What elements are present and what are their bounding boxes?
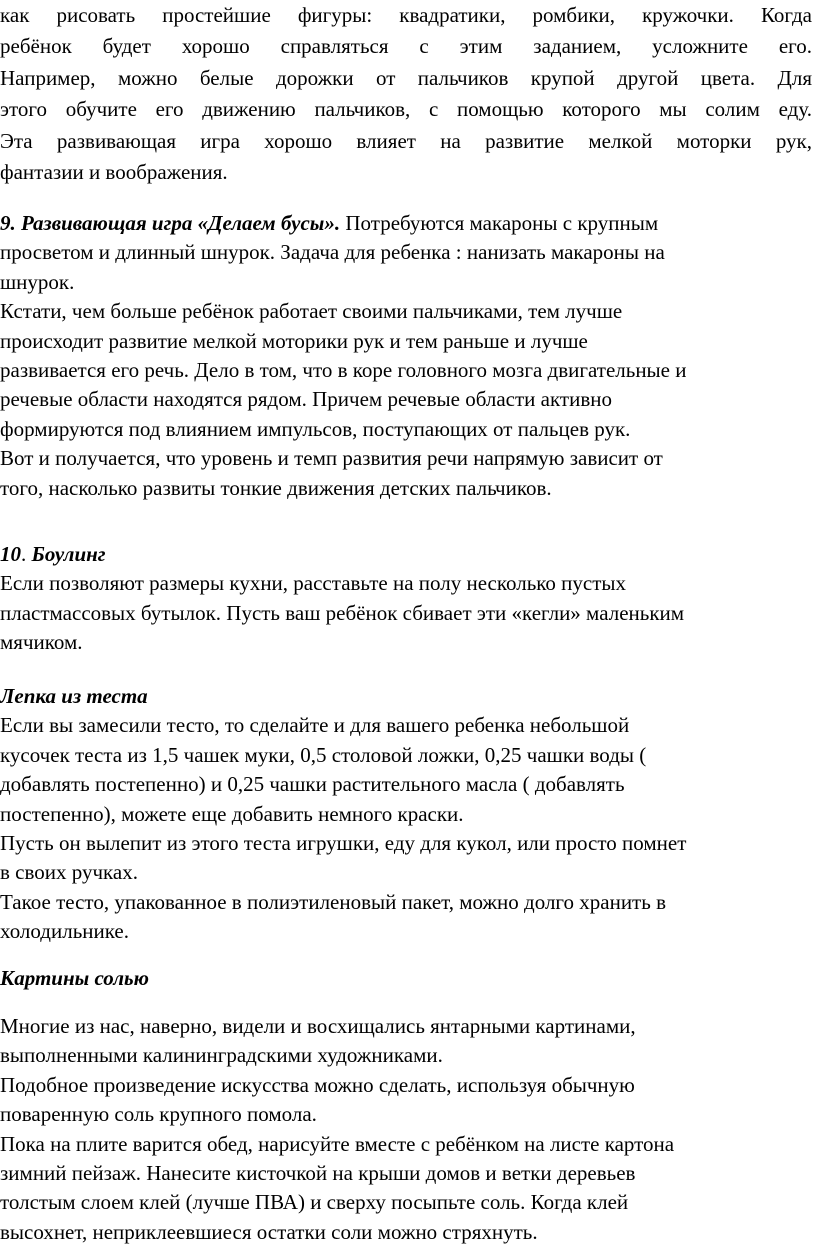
game9-line: Вот и получается, что уровень и темп развития речи напрямую зависит от (0, 446, 663, 471)
game9-line: формируются под влиянием импульсов, поступающих от пальцев рук. (0, 416, 631, 441)
game10-line: пластмассовых бутылок. Пусть ваш ребёнок сбивает эти «кегли» маленьким (0, 600, 685, 625)
game9-section (0, 209, 812, 503)
salt-line: толстым слоем клей (лучше ПВА) и сверху посыпьте соль. Когда клей (0, 1190, 629, 1215)
salt-section (0, 1012, 812, 1247)
salt-line: высохнет, неприклеевшиеся остатки соли можно стряхнуть. (0, 1219, 538, 1244)
dough-line: Такое тесто, упакованное в полиэтиленовый пакет, можно долго хранить в (0, 889, 666, 914)
dough-line: Если вы замесили тесто, то сделайте и для вашего ребенка небольшой (0, 713, 630, 738)
game10-section (0, 540, 812, 658)
game10-title: Боулинг (26, 542, 106, 566)
game9-heading: 9. Развивающая игра «Делаем бусы». (0, 211, 341, 235)
intro-line: Эта развивающая игра хорошо влияет на развитие мелкой моторки рук, (0, 128, 812, 153)
game10-dot: . (21, 542, 27, 566)
game10-line: Если позволяют размеры кухни, расставьте на полу несколько пустых (0, 571, 627, 596)
game9-first-line (0, 209, 812, 238)
intro-line: как рисовать простейшие фигуры: квадратики, ромбики, кружочки. Когда (0, 3, 812, 27)
dough-line: добавлять постепенно) и 0,25 чашки растительного масла ( добавлять (0, 772, 625, 797)
game10-heading (0, 540, 812, 569)
intro-line: ребёнок будет хорошо справляться с этим заданием, усложните его. (0, 34, 812, 59)
dough-line: в своих ручках. (0, 860, 138, 885)
game9-line: речевые области находятся рядом. Причем речевые области активно (0, 387, 612, 412)
game10-number: 10 (0, 542, 21, 566)
dough-heading: Лепка из теста (0, 684, 148, 708)
intro-line: этого обучите его движению пальчиков, с помощью которого мы солим еду. (0, 97, 812, 122)
game9-line: просветом и длинный шнурок. Задача для ребенка : нанизать макароны на (0, 240, 665, 265)
salt-line: выполненными калининградскими художниками. (0, 1043, 443, 1068)
salt-line: зимний пейзаж. Нанесите кисточкой на крыши домов и ветки деревьев (0, 1161, 636, 1186)
salt-heading: Картины солью (0, 966, 149, 990)
intro-line: Например, можно белые дорожки от пальчиков крупой другой цвета. Для (0, 65, 812, 90)
game9-line: Кстати, чем больше ребёнок работает своими пальчиками, тем лучше (0, 299, 623, 324)
dough-line: холодильнике. (0, 919, 130, 944)
dough-line: постепенно), можете еще добавить немного краски. (0, 801, 464, 826)
dough-section (0, 682, 812, 947)
salt-line: Многие из нас, наверно, видели и восхищались янтарными картинами, (0, 1014, 636, 1038)
intro-line: фантазии и воображения. (0, 160, 228, 185)
intro-paragraph (0, 0, 812, 188)
salt-line: Пока на плите варится обед, нарисуйте вместе с ребёнком на листе картона (0, 1131, 675, 1156)
game9-line: происходит развитие мелкой моторики рук и тем раньше и лучше (0, 328, 588, 353)
game9-line: того, насколько развиты тонкие движения детских пальчиков. (0, 475, 552, 500)
dough-line: Пусть он вылепит из этого теста игрушки, еду для кукол, или просто помнет (0, 831, 687, 856)
salt-heading-block (0, 964, 812, 993)
game9-line: Потребуются макароны с крупным (340, 211, 659, 235)
salt-line: поваренную соль крупного помола. (0, 1102, 317, 1127)
game9-line: развивается его речь. Дело в том, что в коре головного мозга двигательные и (0, 358, 687, 383)
dough-line: кусочек теста из 1,5 чашек муки, 0,5 столовой ложки, 0,25 чашки воды ( (0, 742, 647, 767)
game10-line: мячиком. (0, 630, 83, 655)
salt-line: Подобное произведение искусства можно сделать, используя обычную (0, 1072, 635, 1097)
game9-line: шнурок. (0, 269, 75, 294)
